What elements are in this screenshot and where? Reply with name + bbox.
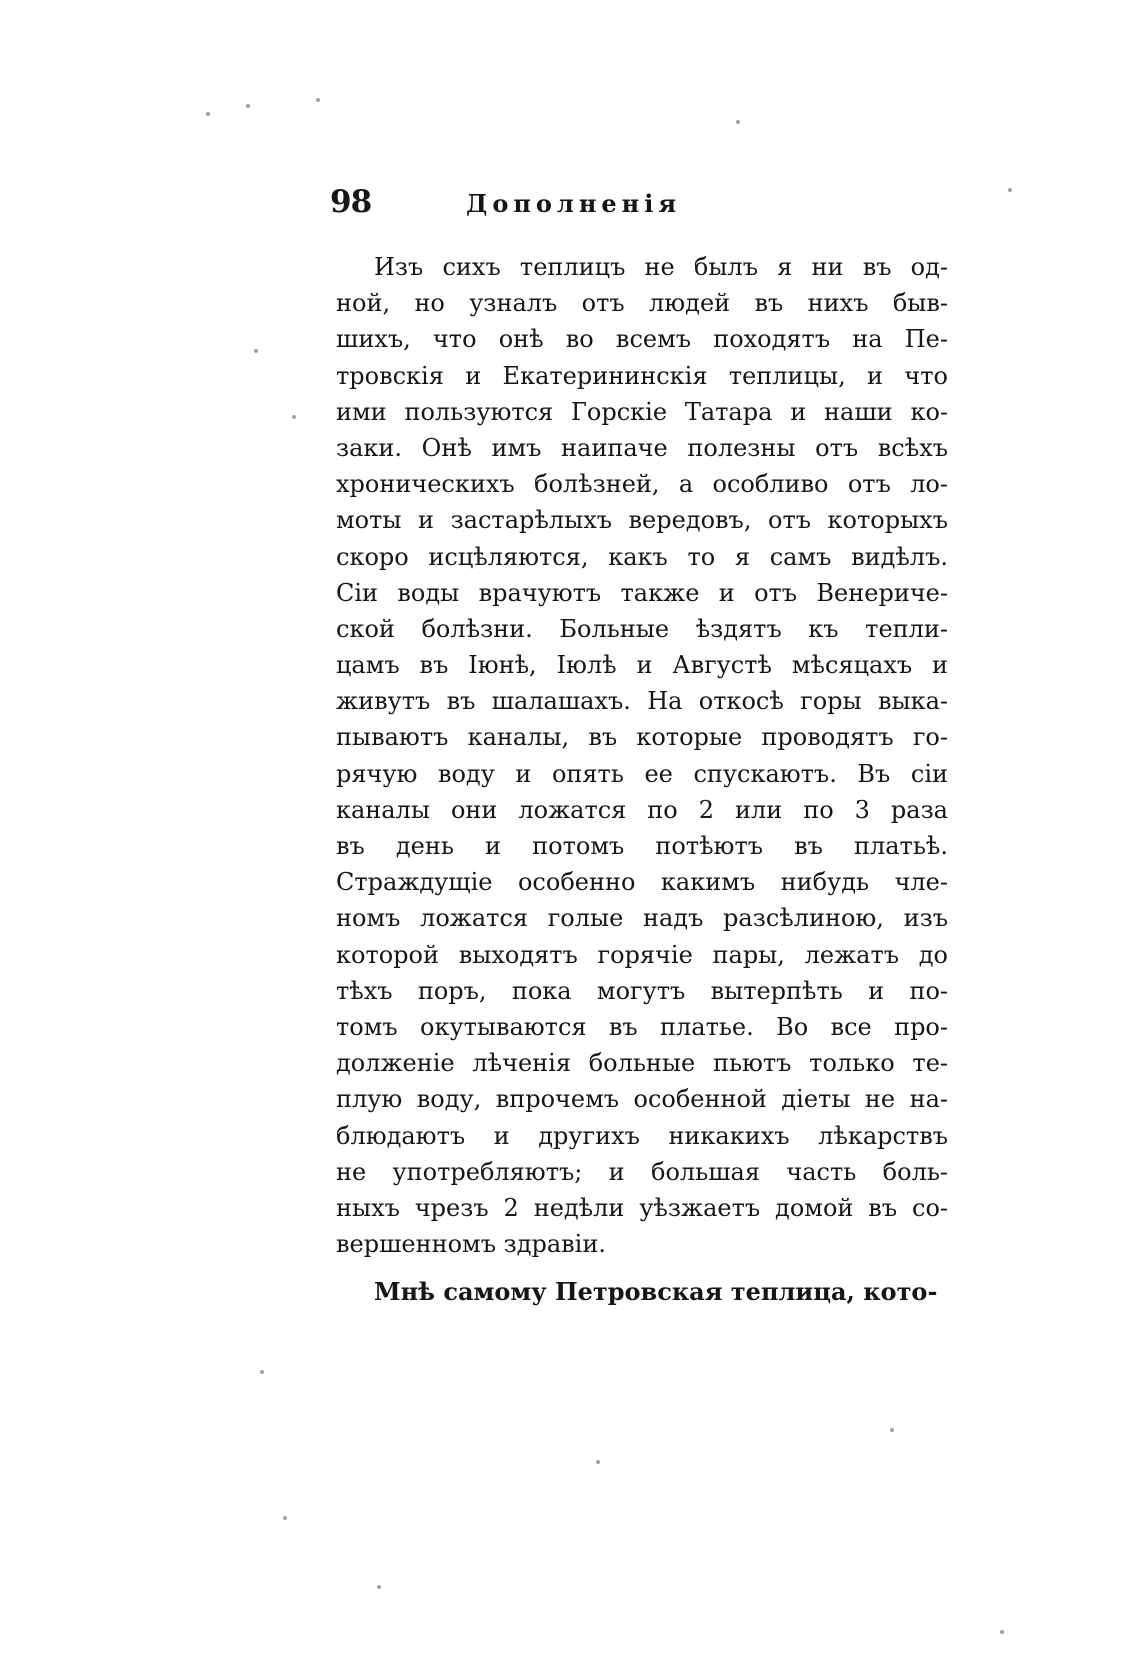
text-line: тровскія и Екатерининскія теплицы, и что — [336, 361, 948, 390]
next-paragraph-start: Мнѣ самому Петровская теплица, кото- — [374, 1277, 938, 1307]
text-line: Страждущіе особенно какимъ нибудь чле- — [336, 868, 948, 897]
scan-speck — [377, 1585, 381, 1589]
text-line: вершенномъ здравіи. — [336, 1230, 606, 1259]
text-line: долженіе лѣченія больные пьютъ только те- — [336, 1049, 948, 1078]
scan-speck — [246, 104, 250, 108]
text-line: Изъ сихъ теплицъ не былъ я ни въ од- — [374, 253, 948, 281]
text-line: рячую воду и опять ее спускаютъ. Въ сіи — [336, 759, 948, 788]
scan-speck — [596, 1460, 600, 1464]
text-line: моты и застарѣлыхъ вередовъ, отъ которыхъ — [336, 506, 948, 535]
scan-speck — [736, 120, 740, 124]
text-line: скоро исцѣляются, какъ то я самъ видѣлъ. — [336, 542, 948, 571]
text-line: блюдаютъ и другихъ никакихъ лѣкарствъ — [336, 1121, 948, 1150]
text-line: плую воду, впрочемъ особенной діеты не на- — [336, 1085, 948, 1114]
text-line: Сіи воды врачуютъ также и отъ Венериче- — [336, 578, 948, 607]
page-number: 98 — [330, 184, 372, 220]
text-line: каналы они ложатся по 2 или по 3 раза — [336, 795, 948, 824]
text-line: ныхъ чрезъ 2 недѣли уѣзжаетъ домой въ со- — [336, 1193, 948, 1222]
text-line: номъ ложатся голые надъ разсѣлиною, изъ — [336, 904, 948, 933]
text-line: которой выходятъ горячіе пары, лежатъ до — [336, 940, 948, 969]
text-line: хроническихъ болѣзней, а особливо отъ ло- — [336, 470, 948, 499]
text-line: пываютъ каналы, въ которые проводятъ го- — [336, 723, 948, 752]
scan-speck — [316, 98, 320, 102]
text-line: живутъ въ шалашахъ. На откосѣ горы выка- — [336, 687, 948, 716]
scan-speck — [283, 1516, 287, 1520]
text-line: ной, но узналъ отъ людей въ нихъ быв- — [336, 289, 948, 318]
text-line: цамъ въ Іюнѣ, Іюлѣ и Августѣ мѣсяцахъ и — [336, 651, 948, 680]
text-line: тѣхъ поръ, пока могутъ вытерпѣть и по- — [336, 976, 948, 1005]
text-line: заки. Онѣ имъ наипаче полезны отъ всѣхъ — [336, 433, 948, 462]
text-line: томъ окутываются въ платье. Во все про- — [336, 1012, 948, 1041]
scan-speck — [254, 349, 258, 353]
scan-speck — [260, 1370, 264, 1374]
scan-speck — [890, 1428, 894, 1432]
scan-speck — [1000, 1630, 1004, 1634]
page-header — [330, 182, 940, 232]
text-line: не употребляютъ; и большая часть боль- — [336, 1157, 948, 1186]
text-line: ими пользуются Горскіе Татара и наши ко- — [336, 397, 948, 426]
scan-speck — [292, 415, 296, 419]
text-line: въ день и потомъ потѣютъ въ платьѣ. — [336, 832, 948, 860]
text-line: шихъ, что онѣ во всемъ походятъ на Пе- — [336, 325, 948, 354]
body-text — [336, 249, 948, 1310]
text-line: ской болѣзни. Больные ѣздятъ къ тепли- — [336, 614, 948, 643]
scan-speck — [1008, 188, 1012, 192]
scan-speck — [206, 112, 210, 116]
running-head: Дополненія — [466, 189, 682, 218]
